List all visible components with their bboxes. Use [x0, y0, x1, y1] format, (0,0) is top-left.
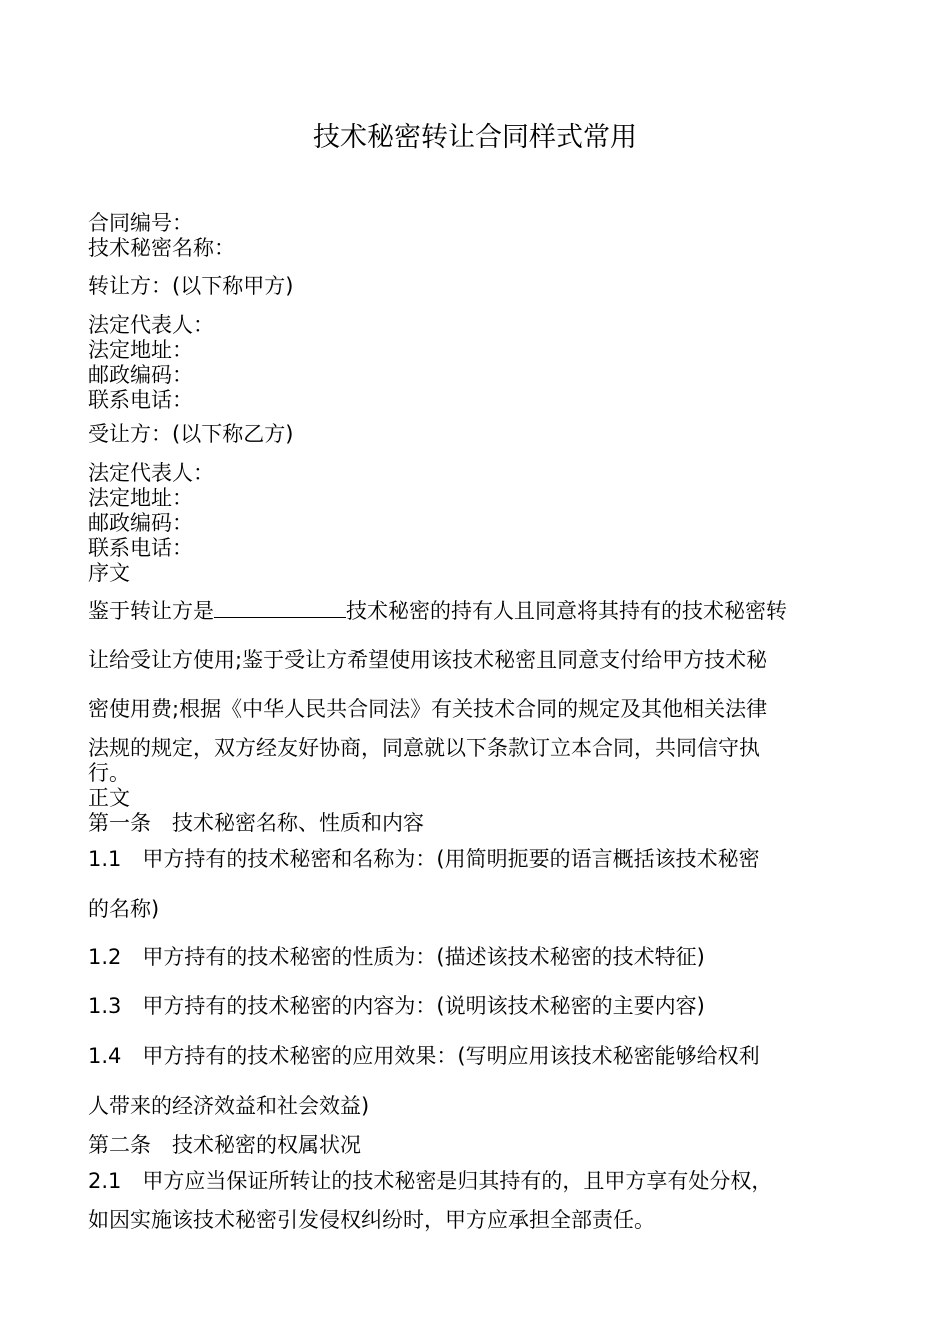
- clause-1-4-line-1: 1.4 甲方持有的技术秘密的应用效果：(写明应用该技术秘密能够给权利: [88, 1044, 760, 1068]
- clause-1-1-line-1: 1.1 甲方持有的技术秘密和名称为：(用简明扼要的语言概括该技术秘密: [88, 847, 760, 871]
- clause-1-1-line-2: 的名称): [88, 897, 160, 921]
- clause-1-2: 1.2 甲方持有的技术秘密的性质为：(描述该技术秘密的技术特征): [88, 945, 705, 969]
- preamble-line-1: [88, 597, 787, 624]
- preamble-line-2: 让给受让方使用;鉴于受让方希望使用该技术秘密且同意支付给甲方技术秘: [88, 648, 768, 672]
- transferee-postcode: 邮政编码：: [88, 511, 193, 535]
- transferee-address: 法定地址：: [88, 486, 193, 510]
- transferee-line: 受让方：(以下称乙方): [88, 422, 294, 446]
- transferee-phone: 联系电话：: [88, 536, 193, 560]
- contract-number-label: 合同编号：: [88, 211, 193, 235]
- transferor-line: 转让方：(以下称甲方): [88, 274, 294, 298]
- article-2-heading: 第二条 技术秘密的权属状况: [88, 1133, 361, 1157]
- preamble-line-1-end: 技术秘密的持有人且同意将其持有的技术秘密转: [346, 599, 787, 623]
- clause-1-4-line-2: 人带来的经济效益和社会效益): [88, 1094, 370, 1118]
- transferee-representative: 法定代表人：: [88, 461, 214, 485]
- clause-1-3: 1.3 甲方持有的技术秘密的内容为：(说明该技术秘密的主要内容): [88, 994, 705, 1018]
- clause-2-1-line-2: 如因实施该技术秘密引发侵权纠纷时，甲方应承担全部责任。: [88, 1208, 655, 1232]
- document-title: 技术秘密转让合同样式常用: [313, 122, 637, 153]
- transferor-representative: 法定代表人：: [88, 313, 214, 337]
- transferor-address: 法定地址：: [88, 338, 193, 362]
- preamble-line-1-start: 鉴于转让方是: [88, 599, 214, 623]
- fill-in-blank: [214, 597, 346, 618]
- preamble-line-4: 法规的规定，双方经友好协商，同意就以下条款订立本合同，共同信守执: [88, 736, 760, 760]
- transferor-phone: 联系电话：: [88, 388, 193, 412]
- preamble-line-3: 密使用费;根据《中华人民共合同法》有关技术合同的规定及其他相关法律: [88, 697, 768, 721]
- transferor-postcode: 邮政编码：: [88, 363, 193, 387]
- preamble-heading: 序文: [88, 561, 130, 585]
- article-1-heading: 第一条 技术秘密名称、性质和内容: [88, 811, 424, 835]
- clause-2-1-line-1: 2.1 甲方应当保证所转让的技术秘密是归其持有的，且甲方享有处分权，: [88, 1169, 773, 1193]
- secret-name-label: 技术秘密名称：: [88, 236, 235, 260]
- preamble-line-5: 行。: [88, 761, 130, 785]
- body-heading: 正文: [88, 786, 130, 810]
